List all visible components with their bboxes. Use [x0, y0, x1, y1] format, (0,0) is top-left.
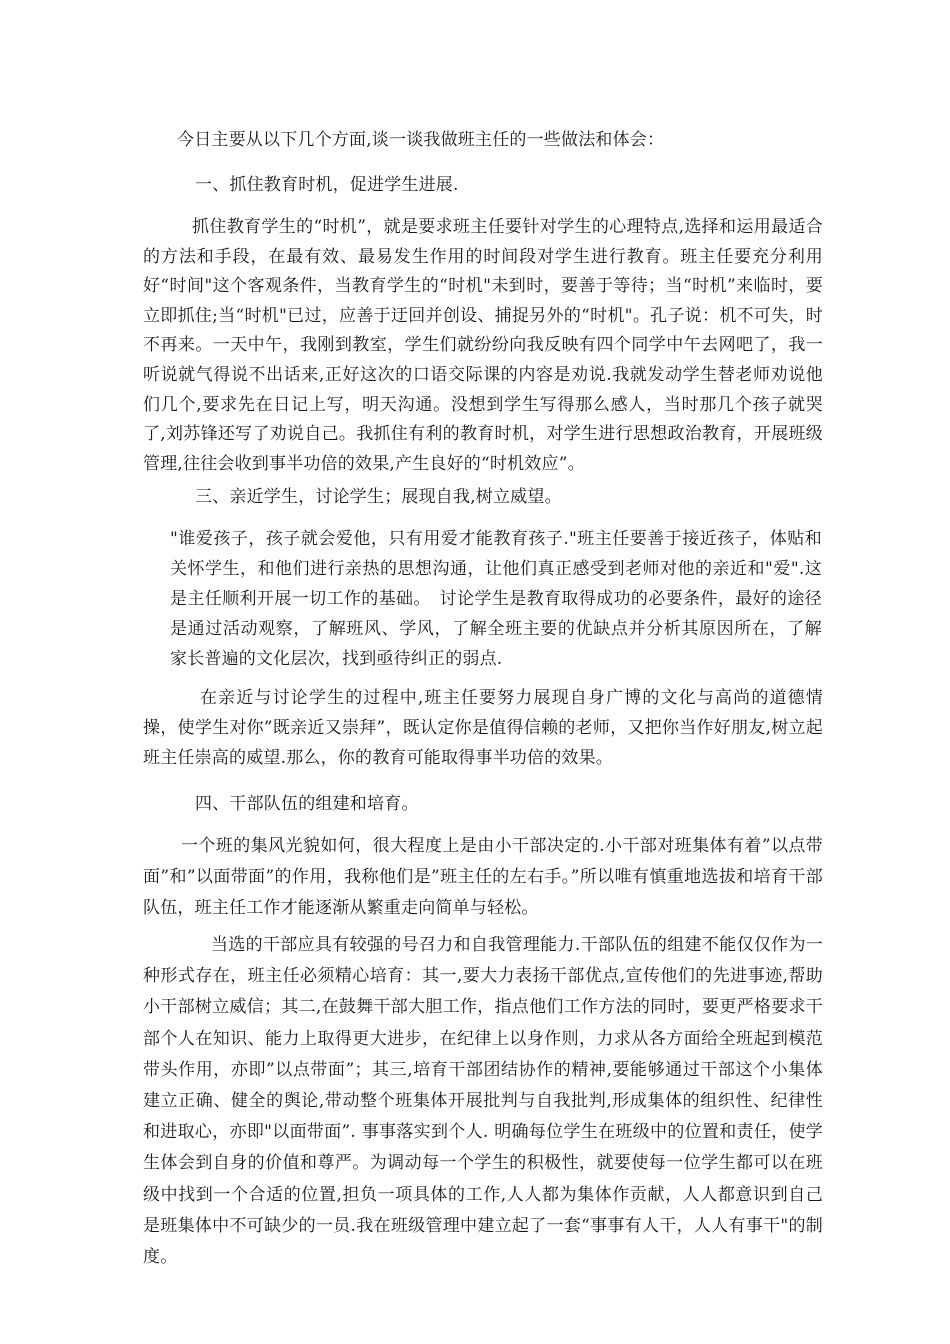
section-4-body-2: 当选的干部应具有较强的号召力和自我管理能力.干部队伍的组建不能仅仅作为一种形式存在，班主任必须精心培育：其一,要大力表扬干部优点,宣传他们的先进事迹,帮助小干部树立威信；其二,在鼓舞干部大胆工作，指点他们工作方法的同时，要更严格要求干部个人在知识、能力上取得更大进步，在纪律上以身作则，力求从各方面给全班起到模范带头作用，亦即”以点带面”；其三,培育干部团结协作的精神,要能够通过干部这个小集体建立正确、健全的舆论,带动整个班集体开展批判与自我批判,形成集体的组织性、纪律性和进取心，亦即"以面带面”. 事事落实到个人. 明确每位学生在班级中的位置和责任，使学生体会到自身的价值和尊严。为调动每一个学生的积极性，就要使每一位学生都可以在班级中找到一个合适的位置,担负一项具体的工作,人人都为集体作贡献，人人都意识到自己是班集体中不可缺少的一员.我在班级管理中建立起了一套“事事有人干，人人有事干"的制度。: [143, 935, 823, 1268]
section-4-heading: 四、干部队伍的组建和培育。: [195, 794, 419, 814]
section-4-body-1: 一个班的集风光貌如何，很大程度上是由小干部决定的.小干部对班集体有着”以点带面”和”以面带面”的作用，我称他们是”班主任的左右手。”所以唯有慎重地选拔和培育干部队伍，班主任工作才能逐渐从繁重走向简单与轻松。: [143, 836, 823, 918]
section-3-body-2: 在亲近与讨论学生的过程中,班主任要努力展现自身广博的文化与高尚的道德情操，使学生对你”既亲近又崇拜”，既认定你是值得信赖的老师，又把你当作好朋友,树立起班主任崇高的威望.那么，你的教育可能取得事半功倍的效果。: [143, 688, 823, 768]
section-3-body-1: "谁爱孩子，孩子就会爱他，只有用爱才能教育孩子."班主任要善于接近孩子，体贴和关怀学生，和他们进行亲热的思想沟通，让他们真正感受到老师对他的亲近和"爱".这是主任顺利开展一切工作的基础。 讨论学生是教育取得成功的必要条件，最好的途径是通过活动观察，了解班风、学风，了解全班主要的优缺点并分析其原因所在，了解家长普遍的文化层次，找到亟待纠正的弱点.: [170, 529, 822, 669]
section-3-heading: 三、亲近学生，讨论学生；展现自我,树立威望。: [195, 487, 562, 507]
section-1-heading: 一、抓住教育时机，促进学生进展.: [195, 175, 459, 195]
intro-paragraph: 今日主要从以下几个方面,谈一谈我做班主任的一些做法和体会：: [177, 130, 665, 150]
section-1-body: 抓住教育学生的“时机”，就是要求班主任要针对学生的心理特点,选择和运用最适合的方法和手段，在最有效、最易发生作用的时间段对学生进行教育。班主任要充分利用好“时间"这个客观条件，当教育学生的“时机"未到时，要善于等待；当“时机”来临时，要立即抓住;当“时机"已过，应善于迂回并创设、捕捉另外的“时机"。孔子说：机不可失，时不再来。一天中午，我刚到教室，学生们就纷纷向我反映有四个同学中午去网吧了，我一听说就气得说不出话来,正好这次的口语交际课的内容是劝说.我就发动学生替老师劝说他们几个,要求先在日记上写，明天沟通。没想到学生写得那么感人，当时那几个孩子就哭了,刘苏锋还写了劝说自己。我抓住有利的教育时机，对学生进行思想政治教育，开展班级管理,往往会收到事半功倍的效果,产生良好的“时机效应”。: [143, 217, 823, 474]
